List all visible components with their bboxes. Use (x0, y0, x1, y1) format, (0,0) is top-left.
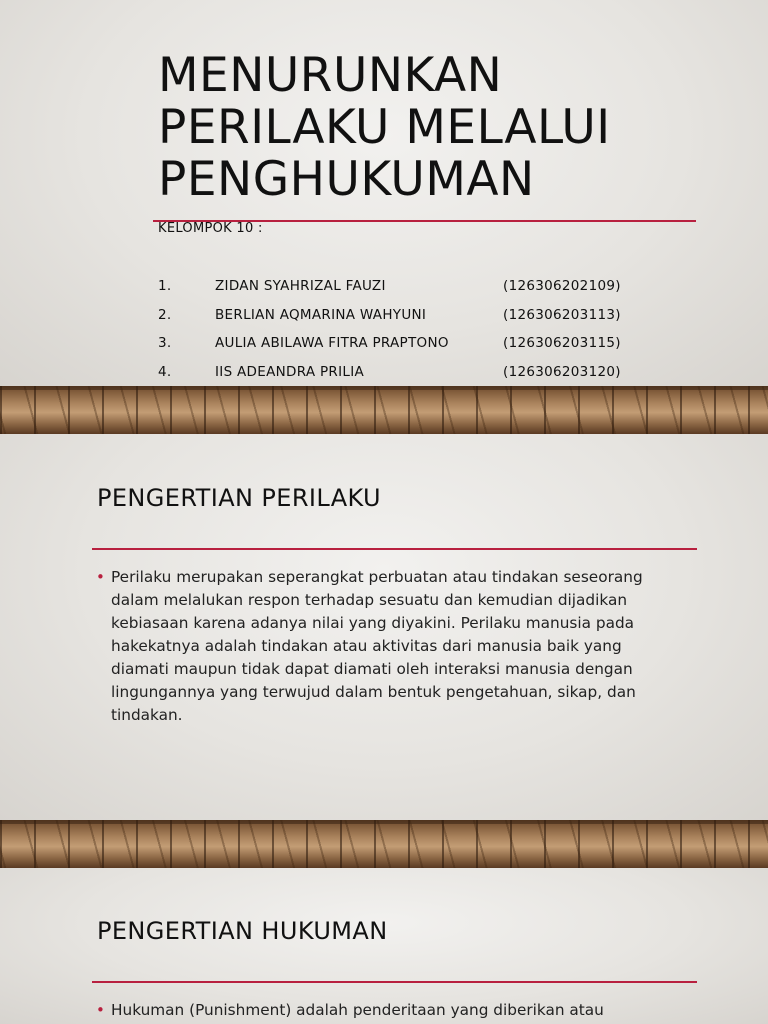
member-number: 4. (158, 364, 172, 380)
bullet-text (111, 566, 691, 727)
member-number: 1. (158, 278, 172, 294)
slide-title (158, 50, 611, 206)
bullet-text (111, 999, 691, 1022)
member-row (0, 364, 768, 384)
wood-floor-strip (0, 386, 768, 434)
heading-divider (92, 981, 697, 983)
heading-divider (92, 548, 697, 550)
title-line-2: PERILAKU MELALUI (158, 100, 611, 155)
bullet-line: lingungannya yang terwujud dalam bentuk pengetahuan, sikap, dan (111, 683, 636, 701)
bullet-line: dalam melalukan respon terhadap sesuatu dan kemudian dijadikan (111, 591, 628, 609)
member-id: (126306202109) (503, 278, 621, 294)
bullet-line: diamati maupun tidak dapat diamati oleh interaksi manusia dengan (111, 660, 633, 678)
slide-3 (0, 868, 768, 1024)
member-name: BERLIAN AQMARINA WAHYUNI (215, 307, 427, 323)
slide-2 (0, 434, 768, 820)
slide-heading: PENGERTIAN PERILAKU (97, 484, 382, 512)
member-row (0, 335, 768, 355)
member-id: (126306203115) (503, 335, 621, 351)
member-name: AULIA ABILAWA FITRA PRAPTONO (215, 335, 449, 351)
bullet-line: Hukuman (Punishment) adalah penderitaan yang diberikan atau (111, 1001, 604, 1019)
member-number: 3. (158, 335, 172, 351)
title-line-1: MENURUNKAN (158, 48, 503, 103)
member-row (0, 278, 768, 298)
member-id: (126306203120) (503, 364, 621, 380)
bullet-icon: • (96, 568, 105, 586)
title-line-3: PENGHUKUMAN (158, 152, 535, 207)
bullet-line: hakekatnya adalah tindakan atau aktivitas dari manusia baik yang (111, 637, 622, 655)
member-name: IIS ADEANDRA PRILIA (215, 364, 365, 380)
member-id: (126306203113) (503, 307, 621, 323)
bullet-line: Perilaku merupakan seperangkat perbuatan atau tindakan seseorang (111, 568, 643, 586)
member-row (0, 307, 768, 327)
bullet-line: tindakan. (111, 706, 183, 724)
bullet-line: kebiasaan karena adanya nilai yang diyakini. Perilaku manusia pada (111, 614, 635, 632)
slide-heading: PENGERTIAN HUKUMAN (97, 917, 388, 945)
bullet-icon: • (96, 1001, 105, 1019)
slide-1 (0, 0, 768, 386)
wood-floor-strip (0, 820, 768, 868)
member-number: 2. (158, 307, 172, 323)
group-label: KELOMPOK 10 : (158, 221, 263, 236)
member-name: ZIDAN SYAHRIZAL FAUZI (215, 278, 386, 294)
